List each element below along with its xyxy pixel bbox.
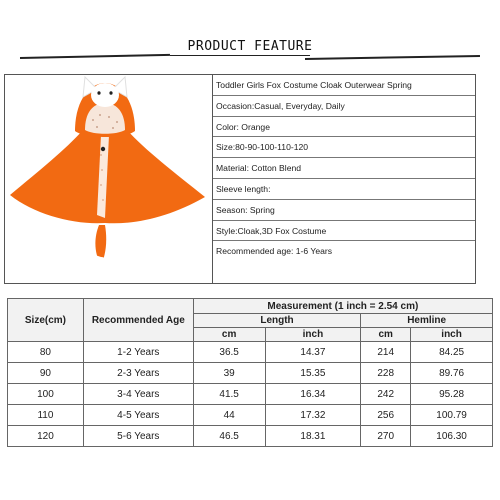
prop-sleeve: Sleeve length: [213, 179, 475, 200]
header [0, 28, 500, 68]
fox-tail-tip [95, 255, 109, 269]
header-rule-left [20, 54, 170, 59]
prop-title: Toddler Girls Fox Costume Cloak Outerwear Spring [213, 75, 475, 96]
table-row [8, 405, 493, 426]
cell-length-cm: 44 [193, 405, 265, 426]
cell-age: 4-5 Years [83, 405, 193, 426]
cell-length-inch: 18.31 [265, 426, 361, 447]
cell-size: 100 [8, 384, 84, 405]
cell-length-inch: 17.32 [265, 405, 361, 426]
prop-style: Style:Cloak,3D Fox Costume [213, 221, 475, 242]
cell-hemline-inch: 106.30 [411, 426, 493, 447]
cell-hemline-inch: 84.25 [411, 342, 493, 363]
title-underline [170, 55, 310, 56]
header-age: Recommended Age [83, 299, 193, 342]
header-size: Size(cm) [8, 299, 84, 342]
cell-hemline-inch: 100.79 [411, 405, 493, 426]
table-row [8, 426, 493, 447]
cell-length-cm: 41.5 [193, 384, 265, 405]
cell-hemline-inch: 89.76 [411, 363, 493, 384]
table-row [8, 363, 493, 384]
prop-season: Season: Spring [213, 200, 475, 221]
cell-length-cm: 36.5 [193, 342, 265, 363]
prop-color: Color: Orange [213, 117, 475, 138]
cell-size: 90 [8, 363, 84, 384]
fox-cloak-image [5, 75, 212, 283]
prop-size: Size:80-90-100-110-120 [213, 137, 475, 158]
cell-age: 1-2 Years [83, 342, 193, 363]
cell-hemline-cm: 256 [361, 405, 411, 426]
cell-size: 120 [8, 426, 84, 447]
prop-occasion: Occasion:Casual, Everyday, Daily [213, 96, 475, 117]
cell-length-cm: 46.5 [193, 426, 265, 447]
cell-length-cm: 39 [193, 363, 265, 384]
product-feature-table [4, 74, 476, 284]
cell-length-inch: 14.37 [265, 342, 361, 363]
cell-length-inch: 16.34 [265, 384, 361, 405]
prop-age: Recommended age: 1-6 Years [216, 246, 333, 257]
header-row-1 [8, 299, 493, 314]
cell-length-inch: 15.35 [265, 363, 361, 384]
cell-hemline-cm: 242 [361, 384, 411, 405]
fox-eye-right [109, 91, 112, 95]
header-measurement: Measurement (1 inch = 2.54 cm) [193, 299, 492, 314]
size-chart-table [7, 298, 493, 447]
table-row [8, 342, 493, 363]
cell-hemline-cm: 270 [361, 426, 411, 447]
cell-age: 5-6 Years [83, 426, 193, 447]
header-length-inch: inch [265, 328, 361, 342]
cell-age: 2-3 Years [83, 363, 193, 384]
cell-age: 3-4 Years [83, 384, 193, 405]
table-row [8, 384, 493, 405]
cell-hemline-cm: 228 [361, 363, 411, 384]
header-hemline-cm: cm [361, 328, 411, 342]
header-hemline: Hemline [361, 314, 493, 328]
cell-size: 110 [8, 405, 84, 426]
fox-eye-left [97, 91, 100, 95]
product-properties [213, 75, 475, 283]
cell-hemline-inch: 95.28 [411, 384, 493, 405]
header-rule-right [305, 55, 480, 60]
header-hemline-inch: inch [411, 328, 493, 342]
prop-material: Material: Cotton Blend [213, 158, 475, 179]
cell-hemline-cm: 214 [361, 342, 411, 363]
header-length-cm: cm [193, 328, 265, 342]
cloak-button [101, 147, 105, 151]
header-length: Length [193, 314, 361, 328]
product-image-cell [5, 75, 213, 283]
fox-face [91, 83, 119, 107]
page-title: PRODUCT FEATURE [187, 39, 313, 54]
cell-size: 80 [8, 342, 84, 363]
